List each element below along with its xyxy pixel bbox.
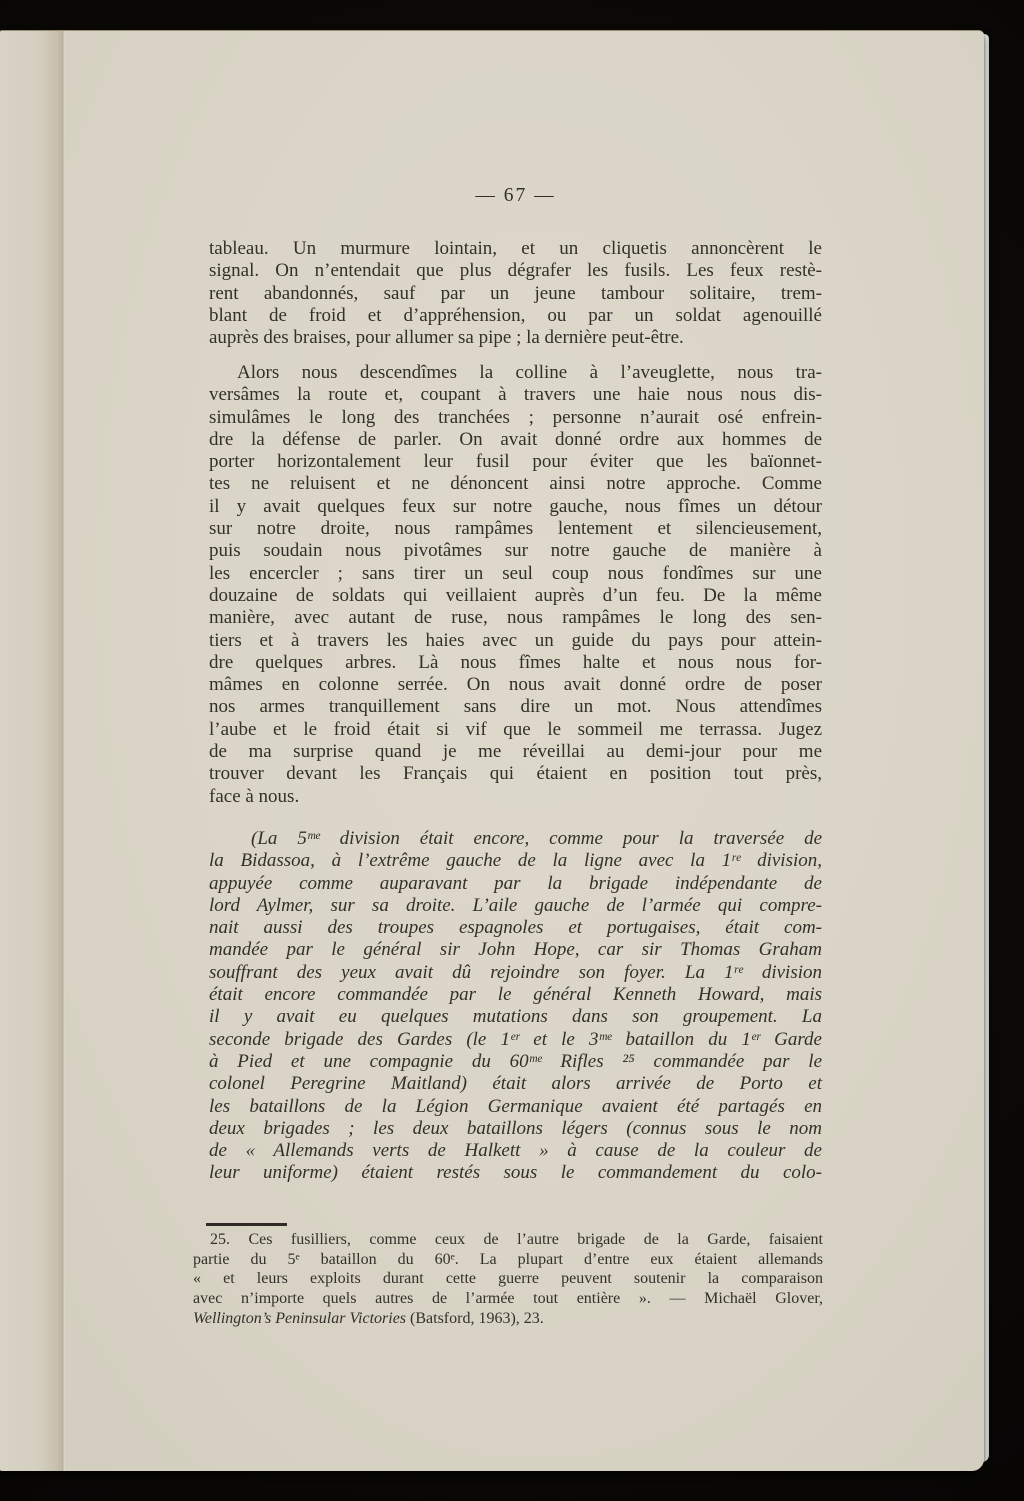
footnote-citation-line <box>193 1309 823 1329</box>
page-sheet <box>0 30 990 1470</box>
text-line: souffrant des yeux avait dû rejoindre son foyer. La 1ʳᵉ division <box>209 961 822 983</box>
text-line: dre quelques arbres. Là nous fîmes halte et nous nous for- <box>209 651 822 673</box>
text-line: nait aussi des troupes espagnoles et portugaises, était com- <box>209 917 822 939</box>
text-line: l’aube et le froid était si vif que le sommeil me terrassa. Jugez <box>209 718 822 740</box>
text-line: (La 5ᵐᵉ division était encore, comme pour la traversée de <box>251 828 822 849</box>
text-line: sur notre droite, nous rampâmes lentement et silencieusement, <box>209 518 822 540</box>
text-line: nos armes tranquillement sans dire un mot. Nous attendîmes <box>209 696 822 718</box>
text-line: était encore commandée par le général Kenneth Howard, mais <box>209 984 822 1006</box>
text-line: seconde brigade des Gardes (le 1ᵉʳ et le 3ᵐᵉ bataillon du 1ᵉʳ Garde <box>209 1028 822 1050</box>
text-line: porter horizontalement leur fusil pour éviter que les baïonnet- <box>209 451 822 473</box>
text-line: face à nous. <box>209 785 300 807</box>
text-line: les encercler ; sans tirer un seul coup nous fondîmes sur une <box>209 562 822 584</box>
text-line: tes ne reluisent et ne dénoncent ainsi notre approche. Comme <box>209 473 822 495</box>
page-gutter <box>0 31 62 1471</box>
text-line: de « Allemands verts de Halkett » à cause de la couleur de <box>209 1140 822 1162</box>
text-line: tableau. Un murmure lointain, et un cliquetis annoncèrent le <box>209 238 822 259</box>
text-line: douzaine de soldats qui veillaient auprès d’un feu. De la même <box>209 584 822 606</box>
footnote-lines <box>193 1230 823 1309</box>
text-line: versâmes la route et, coupant à travers une haie nous nous dis- <box>209 384 822 406</box>
text-line: deux brigades ; les deux bataillons légers (connus sous le nom <box>209 1117 822 1139</box>
text-line: 25. Ces fusilliers, comme ceux de l’autre brigade de la Garde, faisaient <box>210 1231 823 1248</box>
footnote-separator-rule <box>206 1223 287 1226</box>
text-line: les bataillons de la Légion Germanique avaient été partagés en <box>209 1095 822 1117</box>
text-line: il y avait quelques feux sur notre gauche, nous fîmes un détour <box>209 495 822 517</box>
paragraph-continuation <box>209 238 822 349</box>
text-line: blant de froid et d’appréhension, ou par un soldat agenouillé <box>209 304 822 326</box>
text-line: de ma surprise quand je me réveillai au demi-jour pour me <box>209 741 822 763</box>
text-line: dre la défense de parler. On avait donné ordre aux hommes de <box>209 428 822 450</box>
text-line: simulâmes le long des tranchées ; personne n’aurait osé enfrein- <box>209 406 822 428</box>
text-line: manière, avec autant de ruse, nous rampâmes le long des sen- <box>209 607 822 629</box>
text-line: puis soudain nous pivotâmes sur notre gauche de manière à <box>209 540 822 562</box>
text-line: colonel Peregrine Maitland) était alors arrivée de Porto et <box>209 1073 822 1095</box>
text-line: trouver devant les Français qui étaient en position tout près, <box>209 763 822 785</box>
text-line: la Bidassoa, à l’extrême gauche de la ligne avec la 1ʳᵉ division, <box>209 850 822 872</box>
page-number: — 67 — <box>475 185 556 206</box>
gutter-crease-line <box>62 31 65 1471</box>
text-line: appuyée comme auparavant par la brigade indépendante de <box>209 872 822 894</box>
page-paper <box>0 30 984 1471</box>
text-line: mandée par le général sir John Hope, car sir Thomas Graham <box>209 939 822 961</box>
text-line: auprès des braises, pour allumer sa pipe ; la dernière peut-être. <box>209 327 684 349</box>
footnote-citation-rest: (Batsford, 1963), 23. <box>406 1309 544 1327</box>
paragraph-narrative <box>209 362 822 808</box>
italic-editorial-passage <box>209 828 822 1185</box>
text-line: lord Aylmer, sur sa droite. L’aile gauche de l’armée qui compre- <box>209 894 822 916</box>
footnote <box>193 1230 823 1329</box>
footnote-cited-title: Wellington’s Peninsular Victories <box>193 1309 407 1327</box>
text-line: Alors nous descendîmes la colline à l’aveuglette, nous tra- <box>237 362 822 383</box>
text-line: « et leurs exploits durant cette guerre peuvent soutenir la comparaison <box>193 1270 823 1288</box>
text-line: partie du 5ᵉ bataillon du 60ᵉ. La plupart d’entre eux étaient allemands <box>193 1250 823 1268</box>
text-line: il y avait eu quelques mutations dans son groupement. La <box>209 1006 822 1028</box>
text-line: signal. On n’entendait que plus dégrafer les fusils. Les feux restè- <box>209 260 822 282</box>
text-line: avec n’importe quels autres de l’armée tout entière ». — Michaël Glover, <box>193 1290 823 1308</box>
text-line: tiers et à travers les haies avec un guide du pays pour attein- <box>209 629 822 651</box>
text-line: leur uniforme) étaient restés sous le commandement du colo- <box>209 1162 822 1184</box>
text-line: à Pied et une compagnie du 60ᵐᵉ Rifles ²⁵ commandée par le <box>209 1050 822 1072</box>
text-line: rent abandonnés, sauf par un jeune tambour solitaire, trem- <box>209 282 822 304</box>
text-line: mâmes en colonne serrée. On nous avait donné ordre de poser <box>209 674 822 696</box>
